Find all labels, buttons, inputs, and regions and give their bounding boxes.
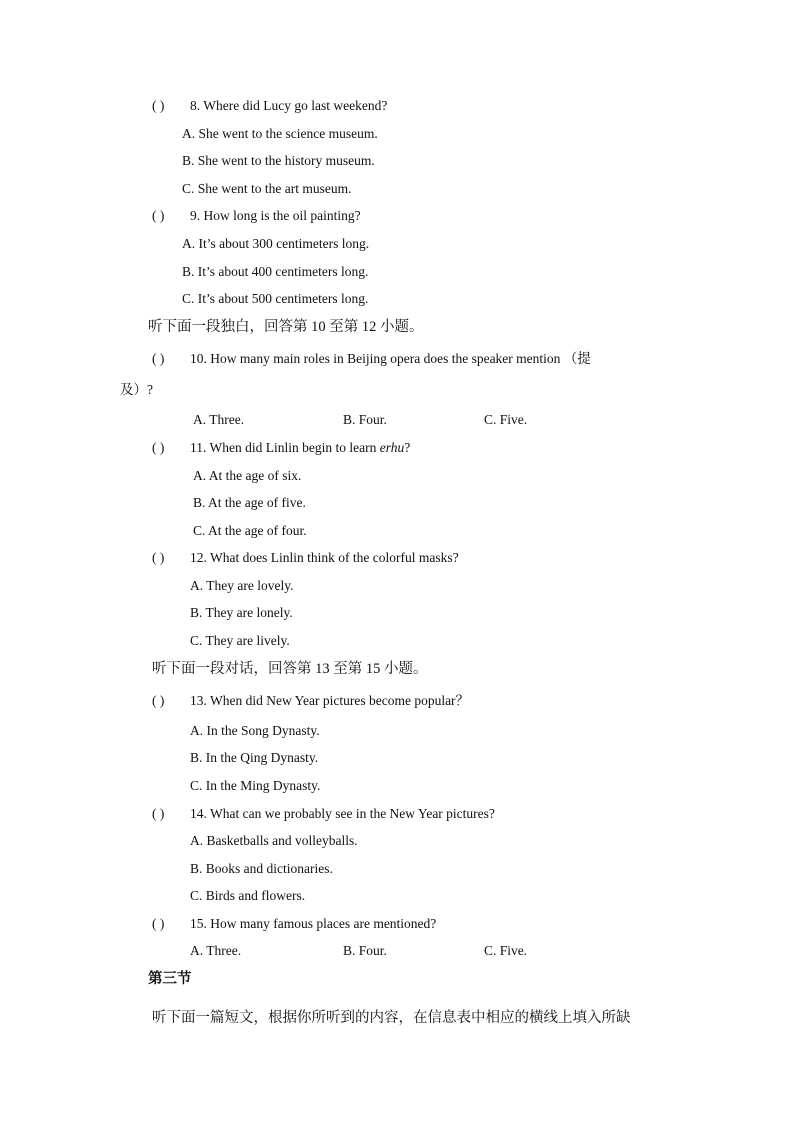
question-text: 12. What does Linlin think of the colorful masks? [190, 550, 459, 565]
option-a: A. Three. [193, 412, 245, 427]
question-9 [152, 207, 361, 225]
option-b: B. At the age of five. [193, 495, 306, 510]
question-text-italic: erhu [379, 440, 405, 455]
option-c: C. Five. [484, 412, 528, 427]
option-b: B. It’s about 400 centimeters long. [182, 264, 369, 279]
question-text: 10. How many main roles in Beijing opera does the speaker mention （提 [190, 351, 591, 366]
answer-blank[interactable]: ( ) [152, 98, 165, 113]
option-a: A. They are lovely. [190, 578, 294, 593]
question-text-continued: 及）? [120, 382, 153, 397]
option-a: A. Basketballs and volleyballs. [190, 833, 358, 848]
section-title: 第三节 [148, 971, 192, 987]
option-c: C. In the Ming Dynasty. [190, 778, 321, 793]
question-text-end: ? [404, 440, 411, 455]
section-instruction: 听下面一篇短文，根据你所听到的内容，在信息表中相应的横线上填入所缺 [152, 1010, 631, 1026]
option-b: B. In the Qing Dynasty. [190, 750, 319, 765]
answer-blank[interactable]: ( ) [152, 440, 165, 455]
question-13 [152, 692, 469, 710]
answer-blank[interactable]: ( ) [152, 351, 165, 366]
question-8 [152, 97, 387, 115]
option-b: B. Books and dictionaries. [190, 861, 333, 876]
option-a: A. It’s about 300 centimeters long. [182, 236, 370, 251]
answer-blank[interactable]: ( ) [152, 208, 165, 223]
option-c: C. It’s about 500 centimeters long. [182, 291, 369, 306]
instruction-dialogue: 听下面一段对话，回答第 13 至第 15 小题。 [152, 661, 428, 677]
instruction-monologue: 听下面一段独白，回答第 10 至第 12 小题。 [148, 319, 424, 335]
question-12 [152, 549, 459, 567]
option-c: C. She went to the art museum. [182, 181, 352, 196]
question-text: 9. How long is the oil painting? [190, 208, 361, 223]
option-b: B. Four. [343, 943, 387, 958]
option-a: A. In the Song Dynasty. [190, 723, 320, 738]
question-text: 14. What can we probably see in the New Year pictures? [190, 806, 495, 821]
answer-blank[interactable]: ( ) [152, 806, 165, 821]
answer-blank[interactable]: ( ) [152, 916, 165, 931]
question-11 [152, 439, 410, 457]
question-text: 8. Where did Lucy go last weekend? [190, 98, 388, 113]
question-15 [152, 915, 436, 933]
option-c: C. Birds and flowers. [190, 888, 306, 903]
option-a: A. Three. [190, 943, 242, 958]
option-c: C. Five. [484, 943, 528, 958]
answer-blank[interactable]: ( ) [152, 693, 165, 708]
option-b: B. They are lonely. [190, 605, 293, 620]
question-14 [152, 805, 495, 823]
option-a: A. At the age of six. [193, 468, 302, 483]
option-a: A. She went to the science museum. [182, 126, 378, 141]
option-c: C. At the age of four. [193, 523, 307, 538]
answer-blank[interactable]: ( ) [152, 550, 165, 565]
option-b: B. Four. [343, 412, 387, 427]
question-text: 11. When did Linlin begin to learn [190, 440, 380, 455]
option-c: C. They are lively. [190, 633, 290, 648]
question-text: 15. How many famous places are mentioned? [190, 916, 437, 931]
question-10 [152, 350, 591, 368]
option-b: B. She went to the history museum. [182, 153, 375, 168]
question-text: 13. When did New Year pictures become popular？ [190, 693, 470, 708]
